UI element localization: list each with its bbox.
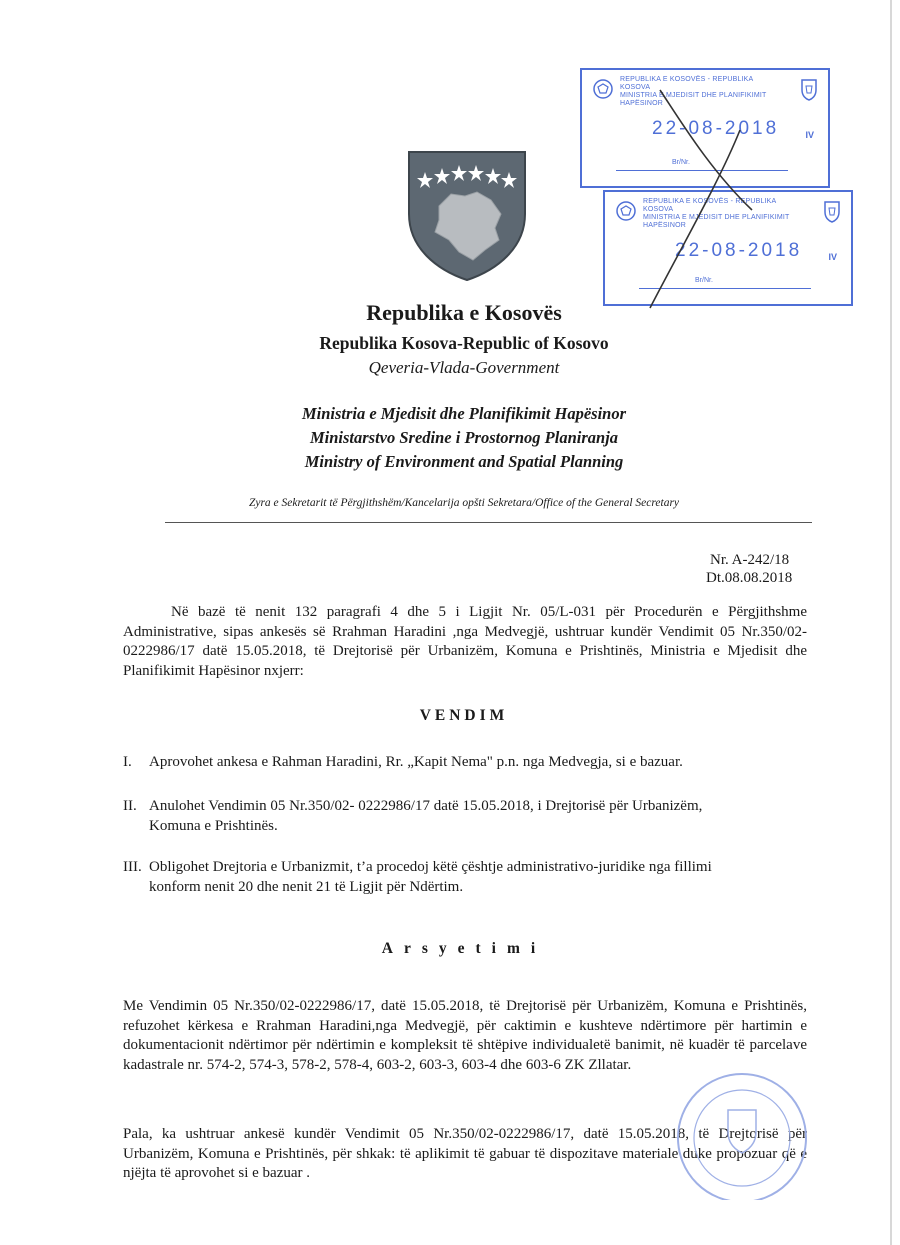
kosovo-emblem-icon bbox=[405, 148, 529, 282]
government-line: Qeveria-Vlada-Government bbox=[368, 358, 560, 377]
stamp-emblem-icon bbox=[615, 200, 637, 222]
stamp-date: 22-08-2018 bbox=[652, 118, 780, 139]
stamp-emblem-icon bbox=[592, 78, 614, 100]
item-text: Aprovohet ankesa e Rahman Haradini, Rr. „Kapit Nema" p.n. nga Medvegja, si e bazuar. bbox=[149, 754, 683, 770]
decision-item bbox=[123, 858, 813, 897]
stamp-shield-icon bbox=[800, 78, 818, 102]
stamp-shield-icon bbox=[823, 200, 841, 224]
ministry-name-sr: Ministarstvo Sredine i Prostornog Planiranja bbox=[309, 428, 619, 447]
reference-number: Nr. A-242/18 bbox=[710, 552, 790, 568]
header-divider bbox=[165, 522, 812, 523]
intro-paragraph: Në bazë të nenit 132 paragrafi 4 dhe 5 i Ligjit Nr. 05/L-031 për Procedurën e Përgjithshme Administrative, sipas ankesës së Rrahman Haradini ,nga Medvegjë, ushtruar kundër Vendimit 05 Nr.350/02-0222986/17 datë 15.05.2018, të Drejtorisë për Urbanizëm, Komuna e Prishtinës, Ministria e Mjedisit dhe Planifikimit Hapësinor nxjerr: bbox=[123, 604, 807, 679]
official-seal-icon bbox=[660, 1070, 825, 1200]
ministry-name-sq: Ministria e Mjedisit dhe Planifikimit Hapësinor bbox=[301, 404, 627, 423]
decision-item bbox=[123, 753, 813, 773]
item-text: Anulohet Vendimin 05 Nr.350/02- 0222986/17 datë 15.05.2018, i Drejtorisë për Urbanizëm, bbox=[149, 798, 703, 814]
stamp-suffix: IV bbox=[805, 130, 814, 140]
stamp-label: Br/Nr. bbox=[672, 159, 690, 166]
stamp-label: Br/Nr. bbox=[695, 277, 713, 284]
item-continuation: konform nenit 20 dhe nenit 21 të Ligjit për Ndërtim. bbox=[149, 878, 464, 895]
item-continuation: Komuna e Prishtinës. bbox=[149, 817, 278, 834]
item-number: III. bbox=[123, 859, 142, 875]
country-title: Republika e Kosovës bbox=[366, 300, 562, 325]
country-subtitle: Republika Kosova-Republic of Kosovo bbox=[319, 333, 609, 353]
stamp-suffix: IV bbox=[828, 252, 837, 262]
stamp-date: 22-08-2018 bbox=[675, 240, 803, 261]
reasoning-paragraph: Pala, ka ushtruar ankesë kundër Vendimit 05 Nr.350/02-0222986/17, datë 15.05.2018, të Drejtorisë për Urbanizëm, Komuna e Prishtinës, për shkak: të aplikimit të gabuar të dispozitave materiale duke propozuar që e njëjta të aprovohet si e bazuar . bbox=[123, 1126, 807, 1182]
item-number: I. bbox=[123, 754, 132, 770]
reasoning-title: Arsyetimi bbox=[381, 940, 547, 957]
decision-title: VENDIM bbox=[419, 707, 509, 724]
reasoning-paragraph: Me Vendimin 05 Nr.350/02-0222986/17, datë 15.05.2018, të Drejtorisë për Urbanizëm, Komuna e Prishtinës, refuzohet kërkesa e Rrahman Haradini,nga Medvegjë, për caktimin e kushteve ndërtimore për hartimin e dokumentacionit ndërtimor për ndërtimin e kompleksit të shtëpive individualetë banimit, në kuadër të parcelave kadastrale nr. 574-2, 574-3, 578-2, 578-4, 603-2, 603-3, 603-4 dhe 603-6 ZK Zllatar. bbox=[123, 998, 807, 1073]
page-edge-shadow bbox=[890, 0, 892, 1245]
stamp-header: REPUBLIKA E KOSOVËS - REPUBLIKA KOSOVA MINISTRIA E MJEDISIT DHE PLANIFIKIMIT HAPËSINOR bbox=[643, 198, 790, 229]
reference-date: Dt.08.08.2018 bbox=[706, 570, 793, 586]
item-number: II. bbox=[123, 798, 137, 814]
stamp-header: REPUBLIKA E KOSOVËS - REPUBLIKA KOSOVA MINISTRIA E MJEDISIT DHE PLANIFIKIMIT HAPËSINOR bbox=[620, 76, 767, 107]
office-line: Zyra e Sekretarit të Përgjithshëm/Kancelarija opšti Sekretara/Office of the General Secretary bbox=[248, 497, 680, 509]
decision-item bbox=[123, 797, 813, 836]
ministry-name-en: Ministry of Environment and Spatial Planning bbox=[304, 452, 624, 471]
cross-out-mark-icon bbox=[640, 60, 760, 320]
item-text: Obligohet Drejtoria e Urbanizmit, t’a procedoj këtë çështje administrativo-juridike nga fillimi bbox=[149, 859, 712, 875]
